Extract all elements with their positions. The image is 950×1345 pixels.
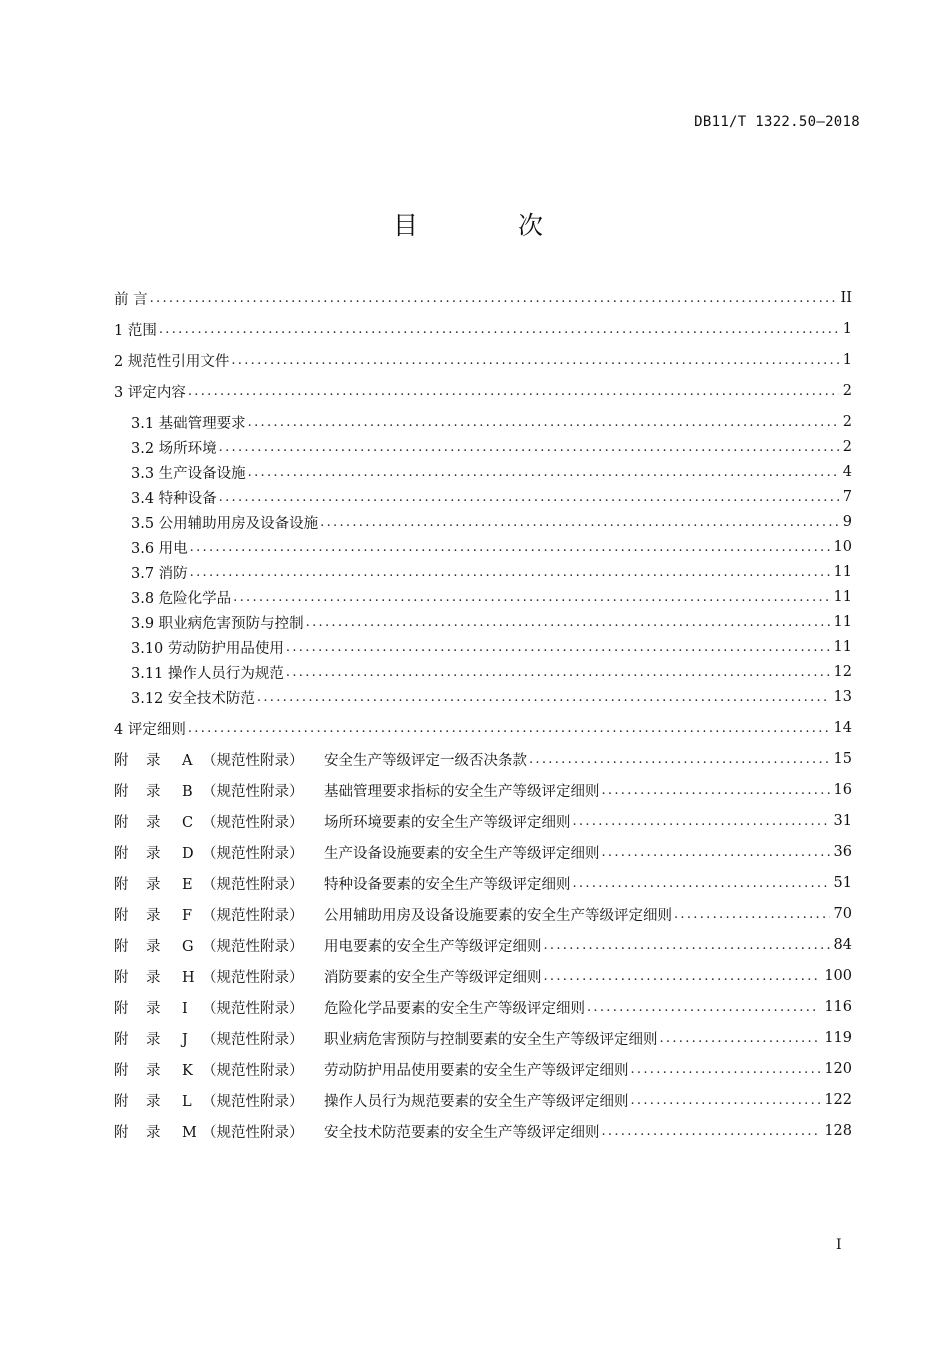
annex-letter: A <box>182 752 193 769</box>
toc-entry-scope[interactable] <box>114 318 852 340</box>
toc-entry-page: 116 <box>824 999 852 1015</box>
toc-entry-assessment-content[interactable] <box>114 380 852 402</box>
toc-entry-page: 36 <box>833 844 852 860</box>
toc-entry-3-9[interactable] <box>131 611 852 633</box>
toc-entry-page: 120 <box>824 1061 852 1077</box>
toc-annex-h[interactable]: 附 录 H （规范性附录） 消防要素的安全生产等级评定细则 ..... 100 <box>114 965 852 987</box>
toc-annex-a[interactable]: 附 录 A （规范性附录） 安全生产等级评定一级否决条款 ..... 15 <box>114 748 852 770</box>
toc-entry-3-8[interactable] <box>131 586 852 608</box>
toc-entry-label: 3.2 场所环境 <box>131 440 217 457</box>
toc-entry-page: 10 <box>833 539 852 555</box>
toc-entry-3-2[interactable] <box>131 436 852 458</box>
toc-entry-page: 31 <box>833 813 852 829</box>
toc-entry-page: 2 <box>842 383 852 399</box>
toc-entry-page: 16 <box>833 782 852 798</box>
toc-entry-label: 3.11 操作人员行为规范 <box>131 665 284 682</box>
toc-entry-label: 3.3 生产设备设施 <box>131 465 246 482</box>
annex-title: 安全生产等级评定一级否决条款 <box>324 752 527 769</box>
toc-entry-label: 2 规范性引用文件 <box>114 353 230 370</box>
annex-title: 用电要素的安全生产等级评定细则 <box>324 938 542 955</box>
annex-title: 安全技术防范要素的安全生产等级评定细则 <box>324 1124 600 1141</box>
page-title: 目 次 <box>393 211 589 240</box>
toc-entry-label: 1 范围 <box>114 322 157 339</box>
toc-entry-page: 100 <box>824 968 852 984</box>
toc-entry-label: 3.4 特种设备 <box>131 490 217 507</box>
toc-entry-page: 14 <box>833 720 852 736</box>
toc-entry-label: 3 评定内容 <box>114 384 186 401</box>
toc-entry-page: 70 <box>833 906 852 922</box>
toc-annex-f[interactable]: 附 录 F （规范性附录） 公用辅助用房及设备设施要素的安全生产等级评定细则 ..... 70 <box>114 903 852 925</box>
toc-entry-page: 11 <box>833 614 852 630</box>
toc-entry-label: 4 评定细则 <box>114 721 186 738</box>
toc-entry-page: 13 <box>833 689 852 705</box>
toc-annex-b[interactable]: 附 录 B （规范性附录） 基础管理要求指标的安全生产等级评定细则 ..... 16 <box>114 779 852 801</box>
toc-entry-page: 1 <box>842 352 852 368</box>
toc-entry-foreword[interactable] <box>114 287 852 309</box>
annex-title: 危险化学品要素的安全生产等级评定细则 <box>324 1000 585 1017</box>
toc-annex-k[interactable]: 附 录 K （规范性附录） 劳动防护用品使用要素的安全生产等级评定细则 ..... 120 <box>114 1058 852 1080</box>
toc-entry-label: 3.8 危险化学品 <box>131 590 232 607</box>
annex-title: 消防要素的安全生产等级评定细则 <box>324 969 542 986</box>
toc-entry-page: 11 <box>833 639 852 655</box>
toc-entry-page: 84 <box>833 937 852 953</box>
annex-title: 基础管理要求指标的安全生产等级评定细则 <box>324 783 600 800</box>
toc-entry-page: 15 <box>833 751 852 767</box>
toc-annex-j[interactable]: 附 录 J （规范性附录） 职业病危害预防与控制要素的安全生产等级评定细则 ..... 119 <box>114 1027 852 1049</box>
toc-entry-page: 2 <box>842 414 852 430</box>
toc-entry-page: 122 <box>824 1092 852 1108</box>
toc-entry-page: 51 <box>833 875 852 891</box>
annex-letter: C <box>182 814 194 831</box>
annex-title: 劳动防护用品使用要素的安全生产等级评定细则 <box>324 1062 629 1079</box>
toc-entry-3-5[interactable] <box>131 511 852 533</box>
toc-annex-e[interactable]: 附 录 E （规范性附录） 特种设备要素的安全生产等级评定细则 ..... 51 <box>114 872 852 894</box>
toc-annex-c[interactable]: 附 录 C （规范性附录） 场所环境要素的安全生产等级评定细则 ..... 31 <box>114 810 852 832</box>
toc-entry-assessment-rules[interactable] <box>114 717 852 739</box>
toc-entry-3-1[interactable] <box>131 411 852 433</box>
annex-letter: K <box>182 1062 193 1079</box>
page-number: I <box>836 1237 842 1253</box>
toc-entry-3-10[interactable] <box>131 636 852 658</box>
toc-entry-3-7[interactable] <box>131 561 852 583</box>
toc-entry-page: 128 <box>824 1123 852 1139</box>
toc-entry-page: 2 <box>842 439 852 455</box>
toc-entry-label: 3.6 用电 <box>131 540 188 557</box>
toc-entry-label: 3.5 公用辅助用房及设备设施 <box>131 515 319 532</box>
toc-annex-i[interactable]: 附 录 I （规范性附录） 危险化学品要素的安全生产等级评定细则 ..... 116 <box>114 996 852 1018</box>
annex-letter: L <box>182 1093 192 1110</box>
annex-letter: G <box>182 938 194 955</box>
annex-title: 操作人员行为规范要素的安全生产等级评定细则 <box>324 1093 629 1110</box>
toc-entry-3-6[interactable] <box>131 536 852 558</box>
toc-annex-g[interactable]: 附 录 G （规范性附录） 用电要素的安全生产等级评定细则 ..... 84 <box>114 934 852 956</box>
annex-title: 公用辅助用房及设备设施要素的安全生产等级评定细则 <box>324 907 672 924</box>
toc-annex-l[interactable]: 附 录 L （规范性附录） 操作人员行为规范要素的安全生产等级评定细则 ..... 122 <box>114 1089 852 1111</box>
document-code: DB11/T 1322.50—2018 <box>694 114 860 130</box>
toc-entry-references[interactable] <box>114 349 852 371</box>
toc-annex-m[interactable]: 附 录 M （规范性附录） 安全技术防范要素的安全生产等级评定细则 ..... 128 <box>114 1120 852 1142</box>
annex-title: 生产设备设施要素的安全生产等级评定细则 <box>324 845 600 862</box>
annex-letter: H <box>182 969 195 986</box>
annex-letter: D <box>182 845 194 862</box>
toc-entry-page: 9 <box>842 514 852 530</box>
toc-entry-page: 119 <box>824 1030 852 1046</box>
toc-entry-label: 3.7 消防 <box>131 565 188 582</box>
toc-entry-3-11[interactable] <box>131 661 852 683</box>
toc-annex-d[interactable]: 附 录 D （规范性附录） 生产设备设施要素的安全生产等级评定细则 ..... 36 <box>114 841 852 863</box>
toc-entry-label: 3.12 安全技术防范 <box>131 690 255 707</box>
annex-letter: F <box>182 907 193 924</box>
toc-entry-page: 11 <box>833 589 852 605</box>
toc-entry-3-12[interactable] <box>131 686 852 708</box>
toc-entry-label: 3.1 基础管理要求 <box>131 415 246 432</box>
toc-entry-page: 11 <box>833 564 852 580</box>
annex-letter: B <box>182 783 193 800</box>
toc-entry-page: 4 <box>842 464 852 480</box>
annex-letter: E <box>182 876 193 893</box>
toc-entry-3-4[interactable] <box>131 486 852 508</box>
toc-entry-3-3[interactable] <box>131 461 852 483</box>
annex-letter: I <box>182 1000 188 1017</box>
toc-entry-page: 7 <box>842 489 852 505</box>
annex-title: 特种设备要素的安全生产等级评定细则 <box>324 876 571 893</box>
toc-entry-page: II <box>840 290 852 306</box>
toc-entry-label: 前 言 <box>114 291 148 308</box>
toc-entry-label: 3.9 职业病危害预防与控制 <box>131 615 304 632</box>
annex-letter: M <box>182 1124 197 1141</box>
toc-entry-page: 1 <box>842 321 852 337</box>
toc-entry-label: 3.10 劳动防护用品使用 <box>131 640 284 657</box>
annex-letter: J <box>182 1031 188 1048</box>
toc-entry-page: 12 <box>833 664 852 680</box>
annex-title: 场所环境要素的安全生产等级评定细则 <box>324 814 571 831</box>
annex-title: 职业病危害预防与控制要素的安全生产等级评定细则 <box>324 1031 658 1048</box>
